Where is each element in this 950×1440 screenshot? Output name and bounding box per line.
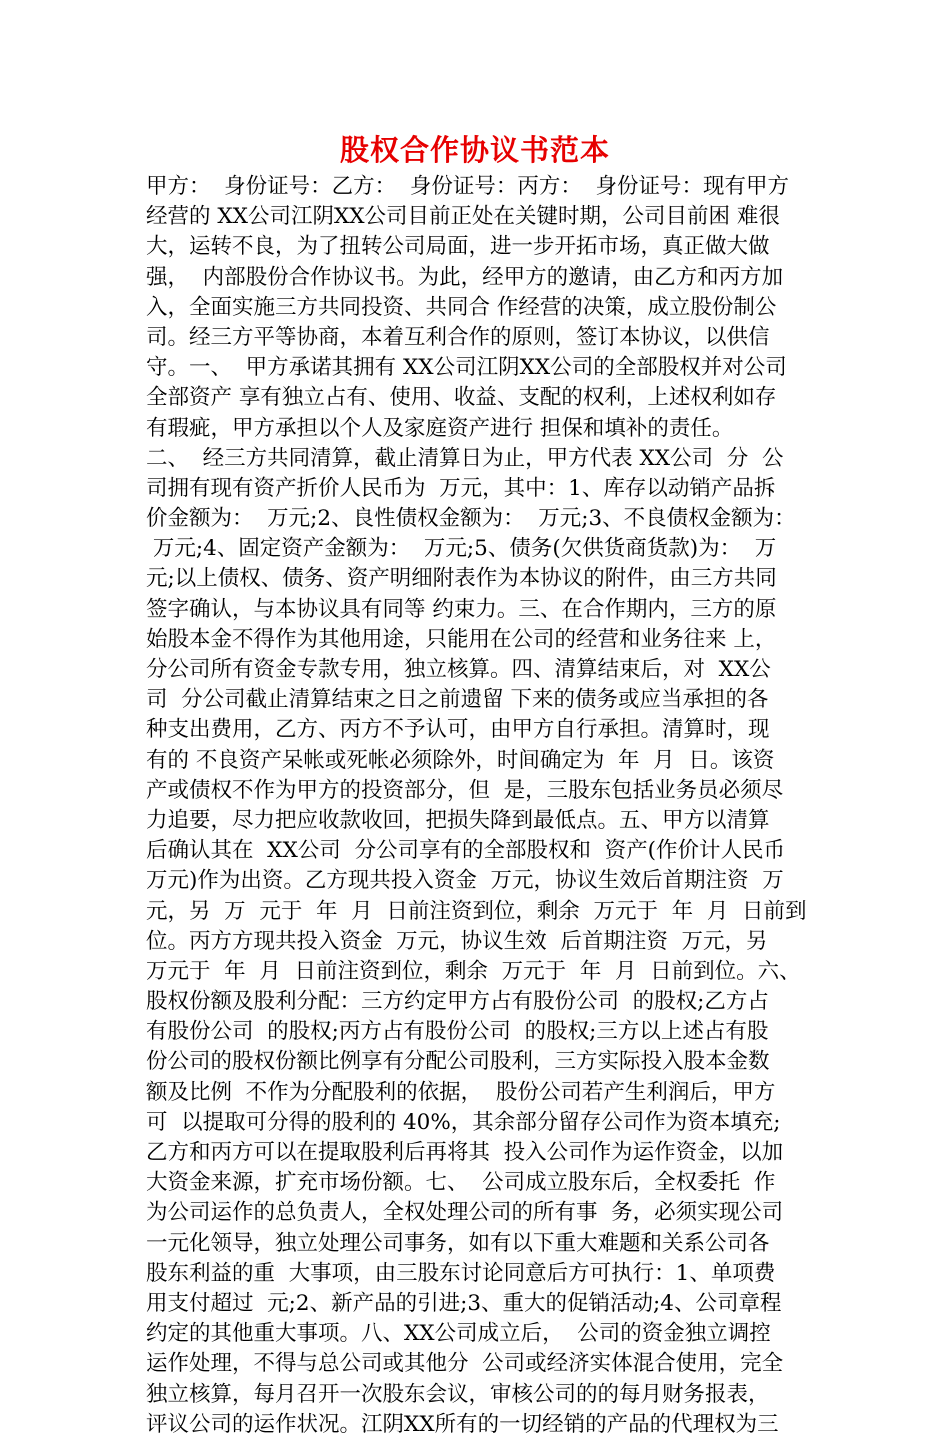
body-line: 评议公司的运作状况。江阴XX所有的一切经销的产品的代理权为三 [146,1411,779,1437]
body-line: 万元;4、固定资产金额为： 万元;5、债务(欠供货商货款)为： 万 [146,536,777,562]
body-line: 强， 内部股份合作协议书。为此，经甲方的邀请，由乙方和丙方加 [146,264,784,290]
body-line: 二、 经三方共同清算，截止清算日为止，甲方代表 XX公司 分 公 [146,445,784,471]
body-line: 种支出费用，乙方、丙方不予认可，由甲方自行承担。清算时，现 [146,717,770,743]
body-line: 有的 不良资产呆帐或死帐必须除外，时间确定为 年 月 日。该资 [146,747,775,773]
body-line: 有股份公司 的股权;丙方占有股份公司 的股权;三方以上述占有股 [146,1019,769,1045]
body-line: 元，另 万 元于 年 月 日前注资到位，剩余 万元于 年 月 日前到 [146,898,807,924]
body-line: 甲方： 身份证号：乙方： 身份证号：丙方： 身份证号：现有甲方 [146,174,790,199]
document-body [146,172,816,1440]
body-line: 经营的 XX公司江阴XX公司目前正处在关键时期，公司目前困 难很 [146,204,780,230]
body-line: 入，全面实施三方共同投资、共同合 作经营的决策，成立股份制公 [146,294,777,320]
body-line: 份公司的股权份额比例享有分配公司股利，三方实际投入股本金数 [146,1049,770,1075]
body-line: 位。丙方方现共投入资金 万元，协议生效 后首期注资 万元，另 [146,928,768,954]
body-line: 为公司运作的总负责人，全权处理公司的所有事 务，必须实现公司 [146,1200,784,1226]
body-line: 用支付超过 元;2、新产品的引进;3、重大的促销活动;4、公司章程 [146,1290,782,1316]
body-line: 万元于 年 月 日前注资到位，剩余 万元于 年 月 日前到位。六、 [146,958,801,984]
body-line: 运作处理，不得与总公司或其他分 公司或经济实体混合使用，完全 [146,1351,784,1377]
body-line: 守。一、 甲方承诺其拥有 XX公司江阴XX公司的全部股权并对公司 [146,355,787,381]
body-line: 签字确认，与本协议具有同等 约束力。三、在合作期内，三方的原 [146,596,777,622]
body-line: 乙方和丙方可以在提取股利后再将其 投入公司作为运作资金，以加 [146,1140,784,1165]
body-line: 司。经三方平等协商，本着互利合作的原则，签订本协议，以供信 [146,324,770,350]
body-line: 有瑕疵，甲方承担以个人及家庭资产进行 担保和填补的责任。 [146,415,734,441]
body-line: 股权份额及股利分配：三方约定甲方占有股份公司 的股权;乙方占 [146,989,769,1015]
body-line: 一元化领导，独立处理公司事务，如有以下重大难题和关系公司各 [146,1230,770,1256]
body-line: 力追要，尽力把应收款收回，把损失降到最低点。五、甲方以清算 [146,807,770,833]
body-line: 约定的其他重大事项。八、XX公司成立后， 公司的资金独立调控 [146,1321,771,1347]
body-line: 万元)作为出资。乙方现共投入资金 万元，协议生效后首期注资 万 [146,868,784,894]
body-line: 大，运转不良，为了扭转公司局面，进一步开拓市场，真正做大做 [146,234,770,260]
document-title: 股权合作协议书范本 [339,133,610,167]
body-line: 司 分公司截止清算结束之日之前遗留 下来的债务或应当承担的各 [146,687,769,713]
body-line: 产或债权不作为甲方的投资部分，但 是，三股东包括业务员必须尽 [146,777,784,803]
body-line: 独立核算，每月召开一次股东会议，审核公司的的每月财务报表， [146,1381,770,1407]
body-line: 额及比例 不作为分配股利的依据， 股份公司若产生利润后，甲方 [146,1079,776,1105]
body-line: 元;以上债权、债务、资产明细附表作为本协议的附件，由三方共同 [146,566,777,592]
body-line: 始股本金不得作为其他用途，只能用在公司的经营和业务往来 上， [146,626,777,652]
body-line: 后确认其在 XX公司 分公司享有的全部股权和 资产(作价计人民币 [146,838,786,864]
body-line: 司拥有现有资产折价人民币为 万元，其中：1、库存以动销产品拆 [146,475,776,501]
body-line: 可 以提取可分得的股利的 40%，其余部分留存公司作为资本填充; [146,1109,781,1135]
body-line: 股东利益的重 大事项，由三股东讨论同意后方可执行：1、单项费 [146,1260,776,1286]
body-line: 全部资产 享有独立占有、使用、收益、支配的权利，上述权利如存 [146,385,777,411]
body-line: 价金额为： 万元;2、良性债权金额为： 万元;3、不良债权金额为： [146,506,796,532]
body-line: 大资金来源，扩充市场份额。七、 公司成立股东后，全权委托 作 [146,1170,776,1196]
body-line: 分公司所有资金专款专用，独立核算。四、清算结束后，对 XX公 [146,657,771,682]
